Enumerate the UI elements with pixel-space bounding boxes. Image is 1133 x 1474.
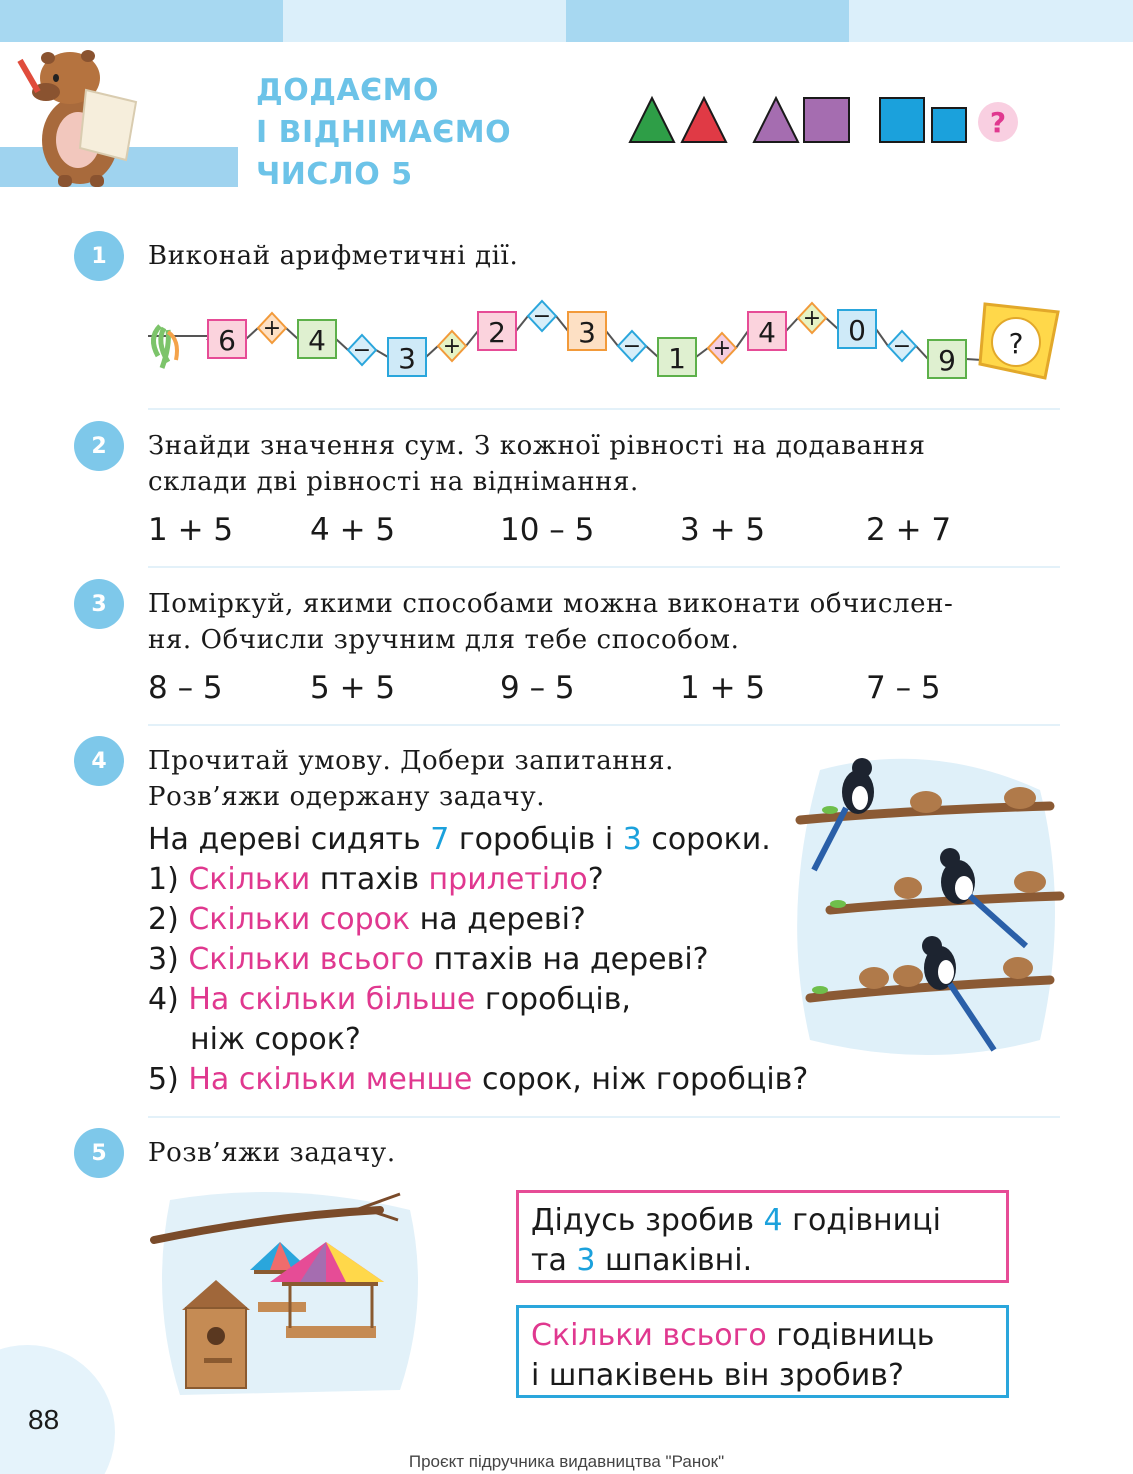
chain-operator: + <box>442 334 462 359</box>
birdhouse-and-feeders-illustration <box>150 1190 420 1400</box>
blue-square-large <box>880 98 924 142</box>
birds-on-branches-illustration <box>790 750 1070 1060</box>
title-line-1: ДОДАЄМО <box>256 73 440 108</box>
task-5-instruction: Розв’яжи задачу. <box>148 1138 396 1168</box>
task-4-question: 3) Скільки всього птахів на дереві? <box>148 942 709 977</box>
task-3-expression: 7 – 5 <box>866 670 941 706</box>
chain-operator: + <box>802 306 822 331</box>
sparrow <box>893 965 923 987</box>
chain-number: 6 <box>218 324 236 357</box>
title-line-3: ЧИСЛО 5 <box>256 157 413 192</box>
separator <box>148 408 1060 410</box>
sparrow <box>1004 787 1036 809</box>
task-4-question: 4) На скільки більше горобців, <box>148 982 631 1017</box>
chain-operator: − <box>532 304 552 329</box>
separator <box>148 724 1060 726</box>
green-triangle <box>630 98 674 142</box>
problem-question-box <box>516 1305 1009 1398</box>
task-2-expression: 4 + 5 <box>310 512 396 548</box>
chain-number: 3 <box>398 342 416 375</box>
chain-number: 3 <box>578 316 596 349</box>
task-4-question: 2) Скільки сорок на дереві? <box>148 902 586 937</box>
publisher-footer: Проєкт підручника видавництва "Ранок" <box>408 1452 725 1471</box>
blue-square-small <box>932 108 966 142</box>
task-3-line-2: ня. Обчисли зручним для тебе способом. <box>148 625 740 655</box>
task-4-question-continuation: ніж сорок? <box>190 1022 361 1057</box>
top-band <box>0 0 1133 42</box>
chain-operator: + <box>712 336 732 361</box>
sparrow <box>910 791 942 813</box>
task-3-number: 3 <box>74 579 124 629</box>
problem-condition-box <box>516 1190 1009 1283</box>
chain-number: 2 <box>488 316 506 349</box>
task-4-problem <box>148 820 808 1100</box>
chain-number: 4 <box>308 324 326 357</box>
task-1-number: 1 <box>74 231 124 281</box>
question-mark: ? <box>989 106 1007 139</box>
task-2-expression: 10 – 5 <box>500 512 595 548</box>
task-2-expression: 2 + 7 <box>866 512 952 548</box>
question-line-2: і шпаківень він зробив? <box>531 1358 904 1393</box>
purple-triangle <box>754 98 798 142</box>
task-4-line-2: Розв’яжи одержану задачу. <box>148 782 546 812</box>
task-1-instruction: Виконай арифметичні дії. <box>148 241 519 271</box>
task-4-question: 5) На скільки менше сорок, ніж горобців? <box>148 1062 809 1097</box>
task-5-number: 5 <box>74 1128 124 1178</box>
separator <box>148 1116 1060 1118</box>
sparrow <box>1003 957 1033 979</box>
task-4-number: 4 <box>74 736 124 786</box>
chain-operator: − <box>352 338 372 363</box>
lesson-title <box>256 70 511 196</box>
sparrow <box>859 967 889 989</box>
chain-number: 1 <box>668 342 686 375</box>
task-2-line-1: Знайди значення сум. З кожної рівності на додавання <box>148 431 926 461</box>
sparrow <box>894 877 922 899</box>
task-4-question: 1) Скільки птахів прилетіло? <box>148 862 604 897</box>
page-number: 88 <box>28 1404 60 1435</box>
red-triangle <box>682 98 726 142</box>
task-2-line-2: склади дві рівності на віднімання. <box>148 467 639 497</box>
title-line-2: І ВІДНІМАЄМО <box>256 115 512 150</box>
task-3-expression: 9 – 5 <box>500 670 575 706</box>
chain-operator: − <box>892 334 912 359</box>
kite-chain <box>140 290 1070 390</box>
shape-pattern <box>626 94 1026 150</box>
kite-answer: ? <box>1008 327 1024 360</box>
task-3-expression: 1 + 5 <box>680 670 766 706</box>
task-2-expression: 3 + 5 <box>680 512 766 548</box>
capybara-mascot-illustration <box>8 40 158 190</box>
sparrow <box>1014 871 1046 893</box>
task-4-line-1: Прочитай умову. Добери запитання. <box>148 746 675 776</box>
condition-line-1: Дідусь зробив 4 годівниці <box>531 1203 941 1238</box>
task-3-line-1: Поміркуй, якими способами можна виконати обчислен- <box>148 589 954 619</box>
chain-number: 9 <box>938 344 956 377</box>
task-2-expression: 1 + 5 <box>148 512 234 548</box>
separator <box>148 566 1060 568</box>
task-4-instruction <box>148 743 674 815</box>
chain-number: 0 <box>848 314 866 347</box>
task-2-number: 2 <box>74 421 124 471</box>
question-line-1: Скільки всього годівниць <box>531 1318 935 1353</box>
chain-number: 4 <box>758 316 776 349</box>
task-4-condition: На дереві сидять 7 горобців і 3 сороки. <box>148 822 771 857</box>
task-2-instruction <box>148 428 926 500</box>
task-3-expression: 5 + 5 <box>310 670 396 706</box>
condition-line-2: та 3 шпаківні. <box>531 1243 753 1278</box>
task-3-instruction <box>148 586 953 658</box>
chain-operator: + <box>262 316 282 341</box>
task-3-expression: 8 – 5 <box>148 670 223 706</box>
purple-square <box>804 98 849 142</box>
chain-operator: − <box>622 334 642 359</box>
